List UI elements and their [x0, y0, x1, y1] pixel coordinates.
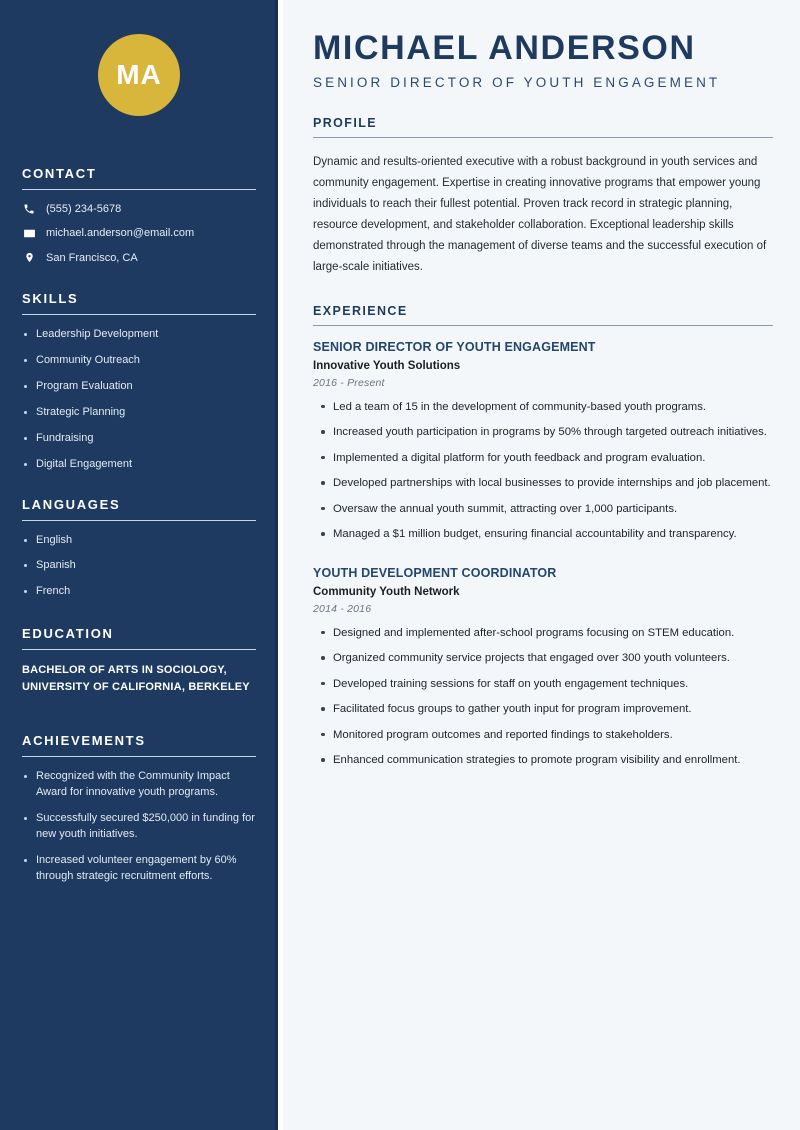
avatar-initials: MA: [98, 34, 180, 116]
experience-dates: 2014 - 2016: [313, 602, 372, 615]
list-item: Implemented a digital platform for youth feedback and program evaluation.: [313, 450, 773, 468]
section-experience: [313, 304, 773, 770]
list-item: Managed a $1 million budget, ensuring financial accountability and transparency.: [313, 526, 773, 544]
avatar-container: [22, 0, 256, 116]
contact-section-title: CONTACT: [22, 166, 97, 181]
profile-section-title: PROFILE: [313, 116, 377, 131]
achievements-section-title: ACHIEVEMENTS: [22, 733, 146, 749]
profile-divider: [313, 137, 773, 138]
section-profile: [313, 116, 773, 278]
experience-entry: [313, 340, 773, 544]
main-content: [278, 0, 800, 1130]
list-item: Oversaw the annual youth summit, attracting over 1,000 participants.: [313, 501, 773, 519]
list-item: Fundraising: [22, 431, 256, 447]
list-item: Increased youth participation in programs by 50% through targeted outreach initiatives.: [313, 424, 773, 442]
languages-section-title: LANGUAGES: [22, 496, 121, 512]
experience-job-title: YOUTH DEVELOPMENT COORDINATOR: [313, 565, 557, 580]
list-item: Strategic Planning: [22, 405, 256, 421]
list-item: Leadership Development: [22, 327, 256, 343]
experience-entry: [313, 566, 773, 770]
list-item: Community Outreach: [22, 353, 256, 369]
languages-list: [22, 533, 256, 601]
section-languages: [22, 497, 256, 601]
experience-company: Community Youth Network: [313, 585, 460, 598]
list-item: French: [22, 584, 256, 600]
contact-item-email[interactable]: [22, 226, 256, 240]
contact-divider: [22, 189, 256, 190]
achievements-list: [22, 769, 256, 885]
achievements-divider: [22, 756, 256, 757]
education-section-title: EDUCATION: [22, 626, 114, 642]
skills-divider: [22, 314, 256, 315]
skills-list: [22, 327, 256, 473]
experience-job-title: SENIOR DIRECTOR OF YOUTH ENGAGEMENT: [313, 339, 596, 354]
section-achievements: [22, 733, 256, 885]
contact-list: [22, 202, 256, 265]
job-headline: SENIOR DIRECTOR OF YOUTH ENGAGEMENT: [313, 75, 721, 91]
list-item: Spanish: [22, 558, 256, 574]
contact-item-phone[interactable]: [22, 202, 256, 216]
contact-value-email: michael.anderson@email.com: [46, 227, 195, 240]
list-item: Program Evaluation: [22, 379, 256, 395]
list-item: Successfully secured $250,000 in funding for new youth initiatives.: [22, 811, 256, 843]
experience-spacer: [313, 552, 773, 566]
contact-value-phone: (555) 234-5678: [46, 203, 122, 215]
list-item: Developed training sessions for staff on youth engagement techniques.: [313, 676, 773, 694]
list-item: Recognized with the Community Impact Award for innovative youth programs.: [22, 769, 256, 801]
list-item: Designed and implemented after-school programs focusing on STEM education.: [313, 625, 773, 643]
list-item: Led a team of 15 in the development of community-based youth programs.: [313, 399, 773, 417]
contact-value-location: San Francisco, CA: [46, 251, 138, 264]
list-item: Organized community service projects that engaged over 300 youth volunteers.: [313, 650, 773, 668]
section-education: [22, 626, 256, 695]
sidebar: [0, 0, 278, 1130]
experience-company: Innovative Youth Solutions: [313, 359, 461, 372]
skills-section-title: SKILLS: [22, 290, 79, 306]
list-item: Enhanced communication strategies to promote program visibility and enrollment.: [313, 752, 773, 770]
section-skills: [22, 291, 256, 473]
list-item: Facilitated focus groups to gather youth input for program improvement.: [313, 701, 773, 719]
languages-divider: [22, 520, 256, 521]
education-entry: BACHELOR OF ARTS IN SOCIOLOGY, UNIVERSITY OF CALIFORNIA, BERKELEY: [22, 664, 250, 693]
list-item: Monitored program outcomes and reported findings to stakeholders.: [313, 727, 773, 745]
experience-bullet-list: [313, 625, 773, 770]
page-title: MICHAEL ANDERSON: [313, 29, 696, 67]
list-item: Increased volunteer engagement by 60% through strategic recruitment efforts.: [22, 853, 256, 885]
email-icon: [22, 227, 36, 240]
experience-section-title: EXPERIENCE: [313, 303, 408, 318]
profile-text: Dynamic and results-oriented executive with a robust background in youth services and community engagement. Expertise in creating innovative programs that empower young individuals to reach their fullest potential. Proven track record in strategic planning, resource development, and stakeholder collaboration. Exceptional leadership skills demonstrated through the management of diverse teams and the successful execution of large-scale initiatives.: [313, 156, 767, 273]
list-item: English: [22, 533, 256, 549]
list-item: Digital Engagement: [22, 457, 256, 473]
list-item: Developed partnerships with local businesses to provide internships and job placement.: [313, 475, 773, 493]
section-contact: [22, 166, 256, 265]
experience-dates: 2016 - Present: [313, 376, 385, 389]
education-divider: [22, 649, 256, 650]
sidebar-edge-rule: [275, 0, 278, 1130]
phone-icon: [22, 203, 36, 215]
experience-bullet-list: [313, 399, 773, 544]
contact-item-location[interactable]: [22, 251, 256, 265]
location-pin-icon: [22, 251, 36, 264]
experience-divider: [313, 325, 773, 326]
